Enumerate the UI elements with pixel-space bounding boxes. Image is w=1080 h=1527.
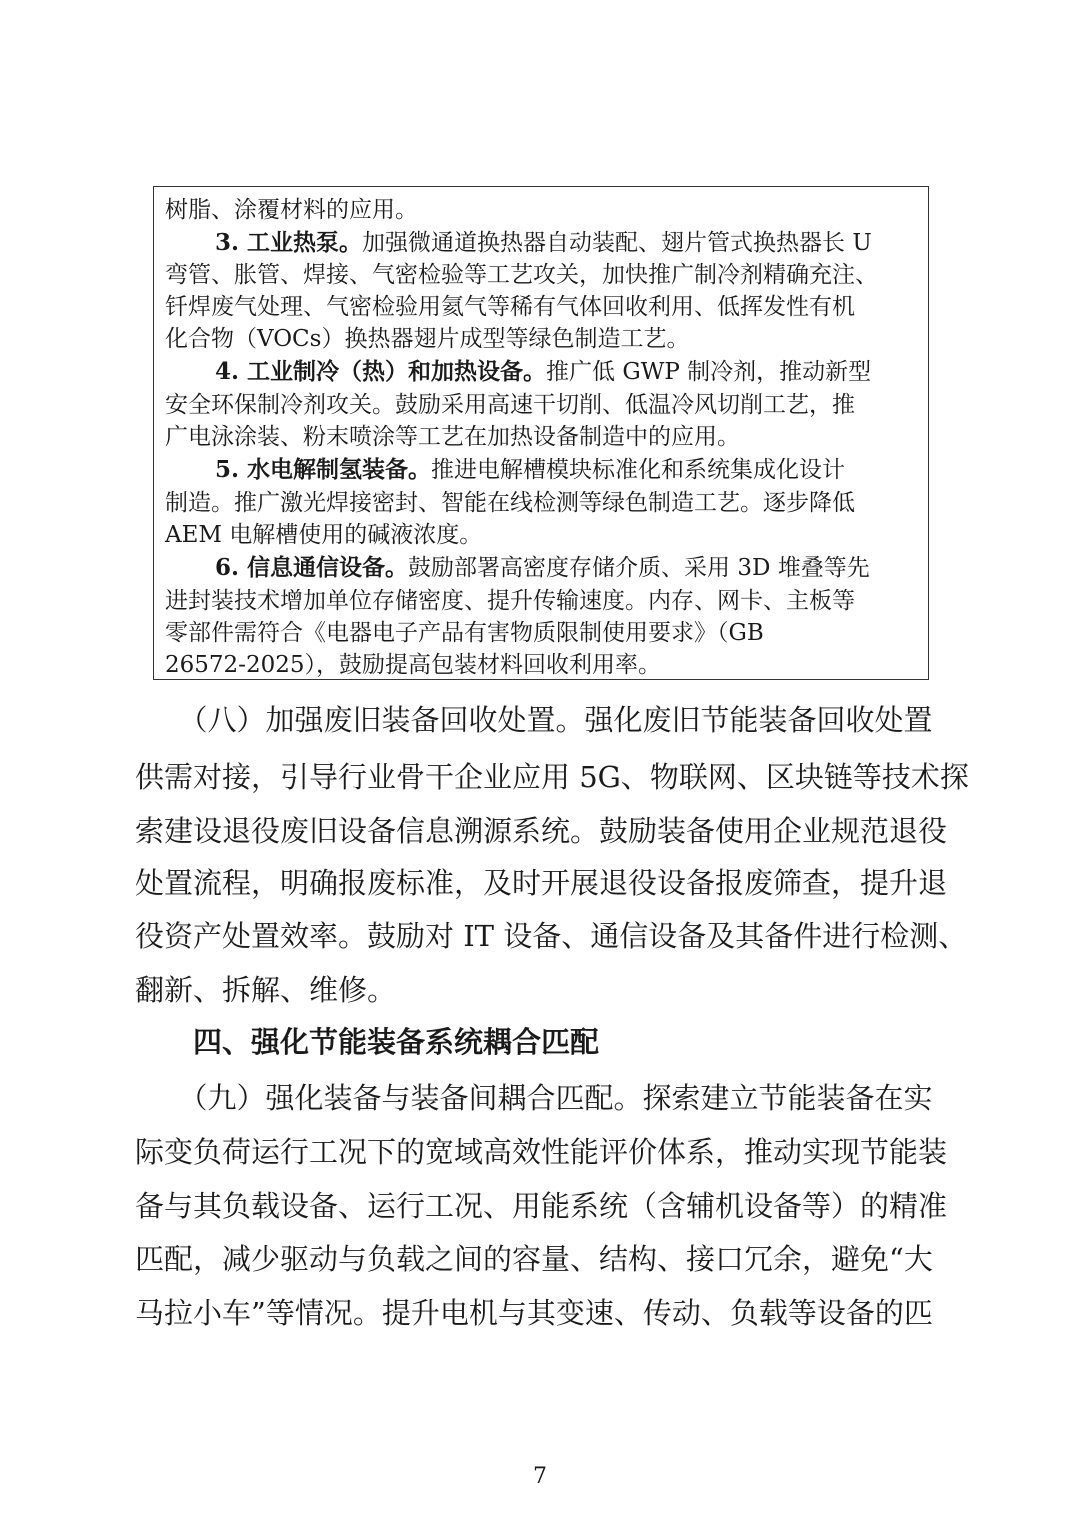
- section-heading: 四、强化节能装备系统耦合匹配: [193, 1025, 600, 1059]
- box-line: 化合物（VOCs）换热器翅片成型等绿色制造工艺。: [165, 326, 690, 352]
- para9-line: 匹配，减少驱动与负载之间的容量、结构、接口冗余，避免“大: [135, 1242, 933, 1276]
- box-line: AEM 电解槽使用的碱液浓度。: [165, 522, 483, 548]
- page-number: 7: [533, 1464, 547, 1489]
- box-line-item-3: 3. 工业热泵。加强微通道换热器自动装配、翅片管式换热器长 U: [215, 229, 872, 256]
- para8-line: 索建设退役废旧设备信息溯源系统。鼓励装备使用企业规范退役: [135, 814, 948, 848]
- box-line: 26572-2025），鼓励提高包装材料回收利用率。: [165, 652, 661, 678]
- box-line: 零部件需符合《电器电子产品有害物质限制使用要求》（GB: [165, 620, 764, 646]
- para9-line: 际变负荷运行工况下的宽域高效性能评价体系，推动实现节能装: [135, 1135, 948, 1169]
- para9-line: 马拉小车”等情况。提升电机与其变速、传动、负载等设备的匹: [135, 1296, 933, 1330]
- para8-line: 翻新、拆解、维修。: [135, 973, 397, 1007]
- para8-line: 处置流程，明确报废标准，及时开展退役设备报废筛查，提升退: [135, 866, 948, 900]
- box-line: 弯管、胀管、焊接、气密检验等工艺攻关，加快推广制冷剂精确充注、: [165, 262, 878, 288]
- box-line: 广电泳涂装、粉末喷涂等工艺在加热设备制造中的应用。: [165, 424, 740, 450]
- box-line-item-5: 5. 水电解制氢装备。推进电解槽模块标准化和系统集成化设计: [215, 456, 846, 483]
- box-line: 进封装技术增加单位存储密度、提升传输速度。内存、网卡、主板等: [165, 588, 855, 614]
- para8-line: （八）加强废旧装备回收处置。强化废旧节能装备回收处置: [135, 703, 933, 737]
- para9-line: 备与其负载设备、运行工况、用能系统（含辅机设备等）的精准: [135, 1189, 948, 1223]
- box-line: 树脂、涂覆材料的应用。: [165, 197, 418, 223]
- para8-line: 供需对接，引导行业骨干企业应用 5G、物联网、区块链等技术探: [135, 760, 969, 794]
- box-line-item-4: 4. 工业制冷（热）和加热设备。推广低 GWP 制冷剂，推动新型: [215, 358, 872, 385]
- para8-line: 役资产处置效率。鼓励对 IT 设备、通信设备及其备件进行检测、: [135, 919, 968, 953]
- box-line: 制造。推广激光焊接密封、智能在线检测等绿色制造工艺。逐步降低: [165, 490, 855, 516]
- box-line: 安全环保制冷剂攻关。鼓励采用高速干切削、低温冷风切削工艺，推: [165, 392, 855, 418]
- para9-line: （九）强化装备与装备间耦合匹配。探索建立节能装备在实: [135, 1081, 933, 1115]
- box-line-item-6: 6. 信息通信设备。鼓励部署高密度存储介质、采用 3D 堆叠等先: [215, 554, 870, 581]
- box-line: 钎焊废气处理、气密检验用氦气等稀有气体回收利用、低挥发性有机: [165, 294, 855, 320]
